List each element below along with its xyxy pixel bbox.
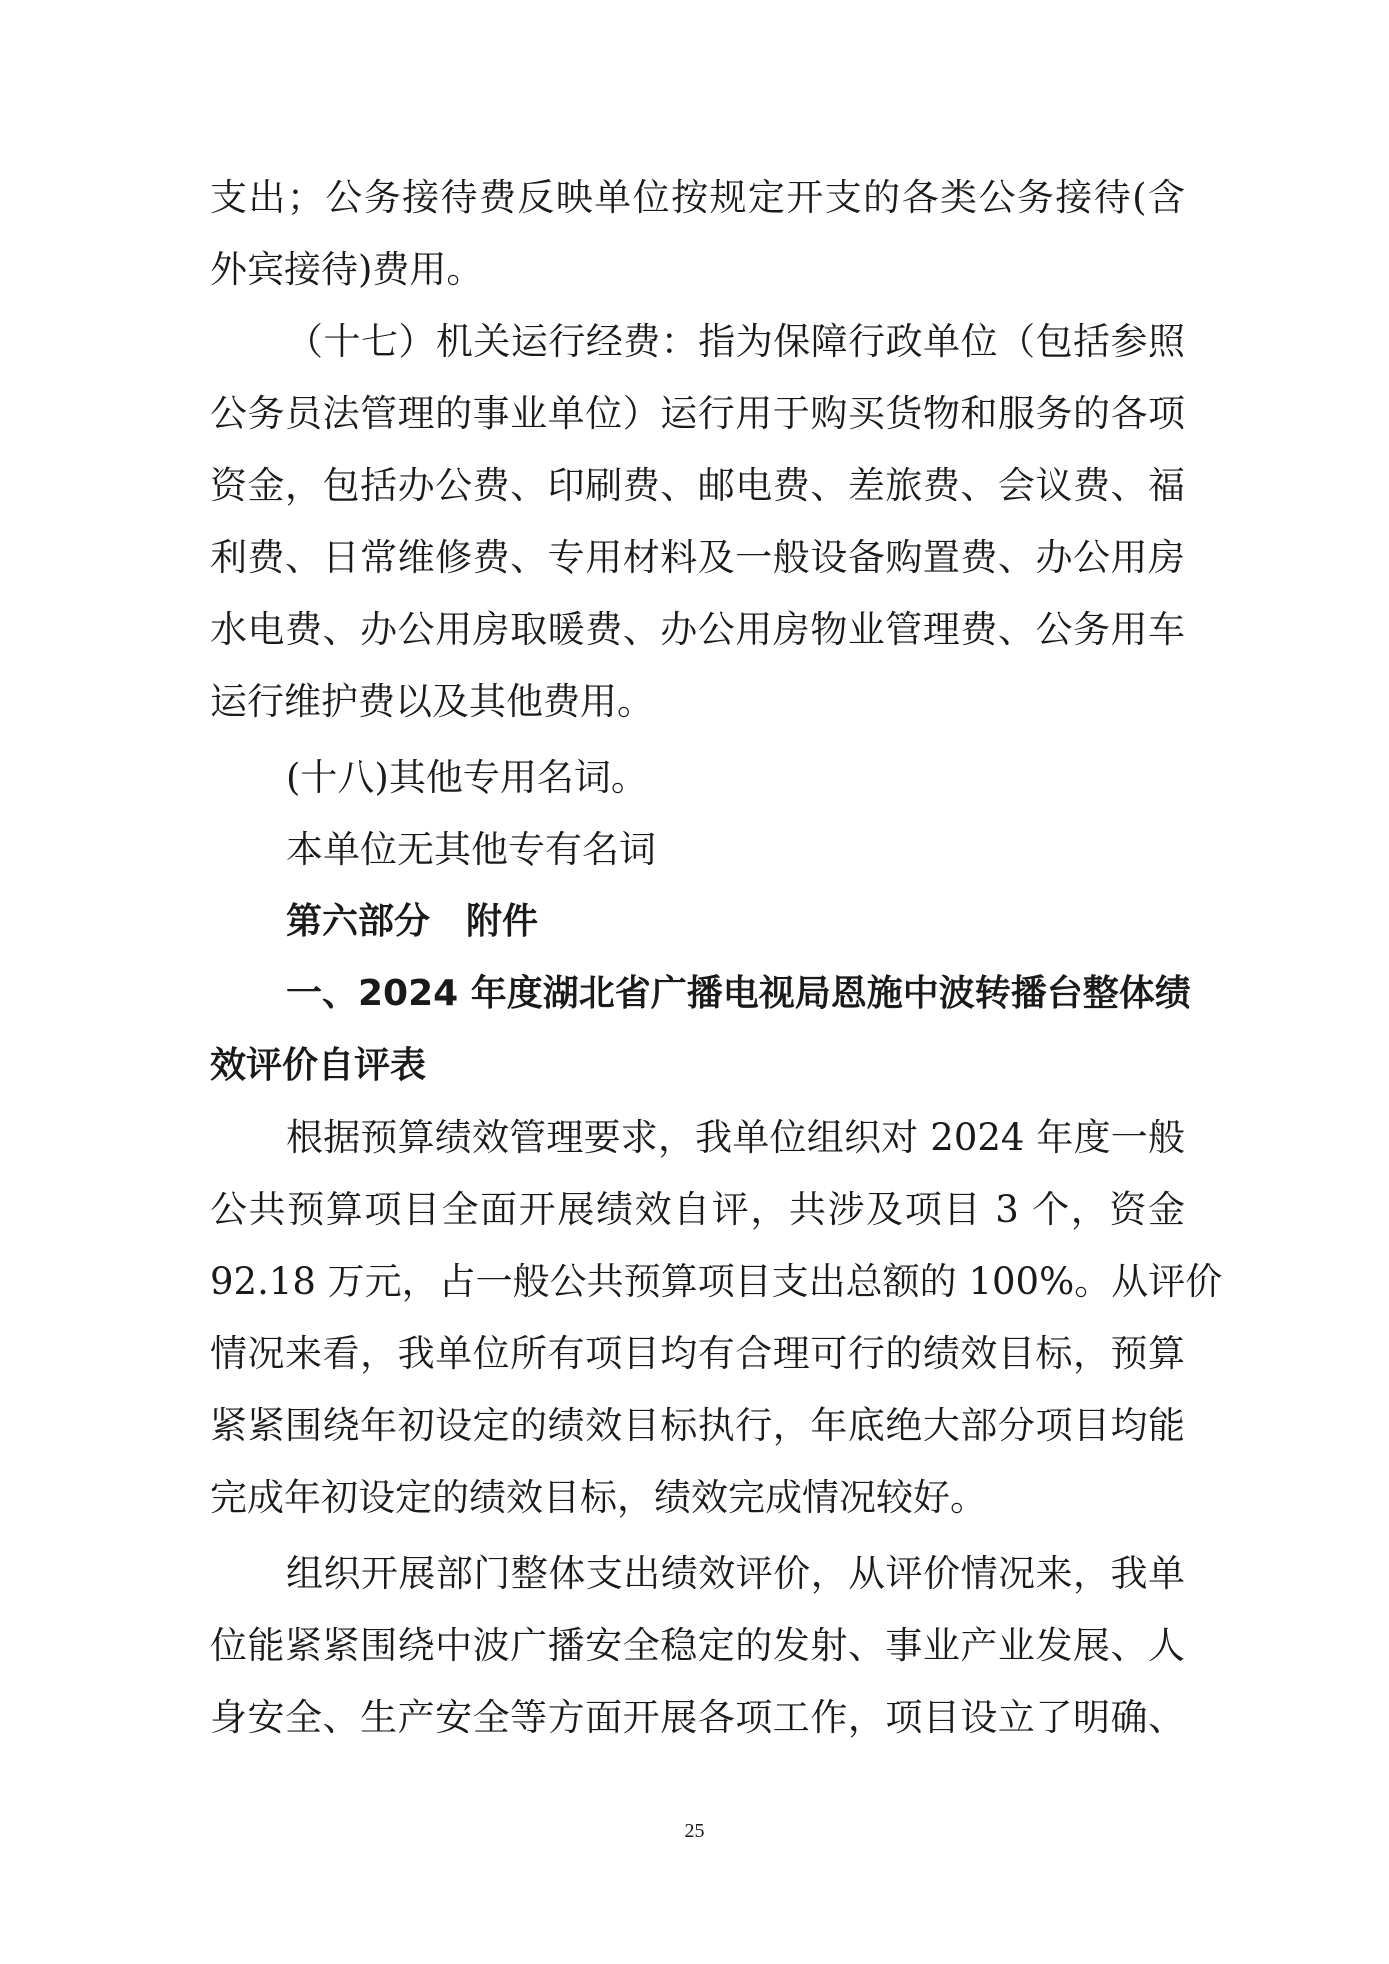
text-line: 利费、日常维修费、专用材料及一般设备购置费、办公用房: [210, 536, 1185, 579]
text-line: 组织开展部门整体支出绩效评价，从评价情况来，我单: [286, 1552, 1185, 1595]
text-line: 紧紧围绕年初设定的绩效目标执行，年底绝大部分项目均能: [210, 1404, 1185, 1447]
subsection-heading: 效评价自评表: [210, 1045, 427, 1086]
text-line: 公共预算项目全面开展绩效自评，共涉及项目 3 个，资金: [210, 1188, 1185, 1231]
text-line: 公务员法管理的事业单位）运行用于购买货物和服务的各项: [210, 392, 1185, 435]
text-line: 本单位无其他专有名词: [286, 828, 656, 871]
page-number: 25: [684, 1820, 705, 1842]
document-body: [210, 162, 1223, 1754]
text-line: （十七）机关运行经费：指为保障行政单位（包括参照: [286, 320, 1185, 363]
text-line: 身安全、生产安全等方面开展各项工作，项目设立了明确、: [210, 1696, 1185, 1739]
text-line: 情况来看，我单位所有项目均有合理可行的绩效目标，预算: [210, 1332, 1185, 1375]
text-line: (十八)其他专用名词。: [286, 756, 648, 799]
text-line: 位能紧紧围绕中波广播安全稳定的发射、事业产业发展、人: [210, 1624, 1185, 1667]
text-line: 资金，包括办公费、印刷费、邮电费、差旅费、会议费、福: [210, 464, 1185, 507]
text-line: 完成年初设定的绩效目标，绩效完成情况较好。: [210, 1476, 987, 1519]
section-heading: 第六部分 附件: [286, 901, 539, 942]
subsection-heading: 一、2024 年度湖北省广播电视局恩施中波转播台整体绩: [286, 973, 1191, 1014]
text-line: 外宾接待)费用。: [210, 248, 484, 291]
text-line: 水电费、办公用房取暖费、办公用房物业管理费、公务用车: [210, 608, 1185, 651]
text-line: 92.18 万元，占一般公共预算项目支出总额的 100%。从评价: [210, 1260, 1223, 1303]
text-line: 支出；公务接待费反映单位按规定开支的各类公务接待(含: [210, 176, 1185, 219]
text-line: 运行维护费以及其他费用。: [210, 680, 654, 723]
text-line: 根据预算绩效管理要求，我单位组织对 2024 年度一般: [286, 1116, 1185, 1159]
